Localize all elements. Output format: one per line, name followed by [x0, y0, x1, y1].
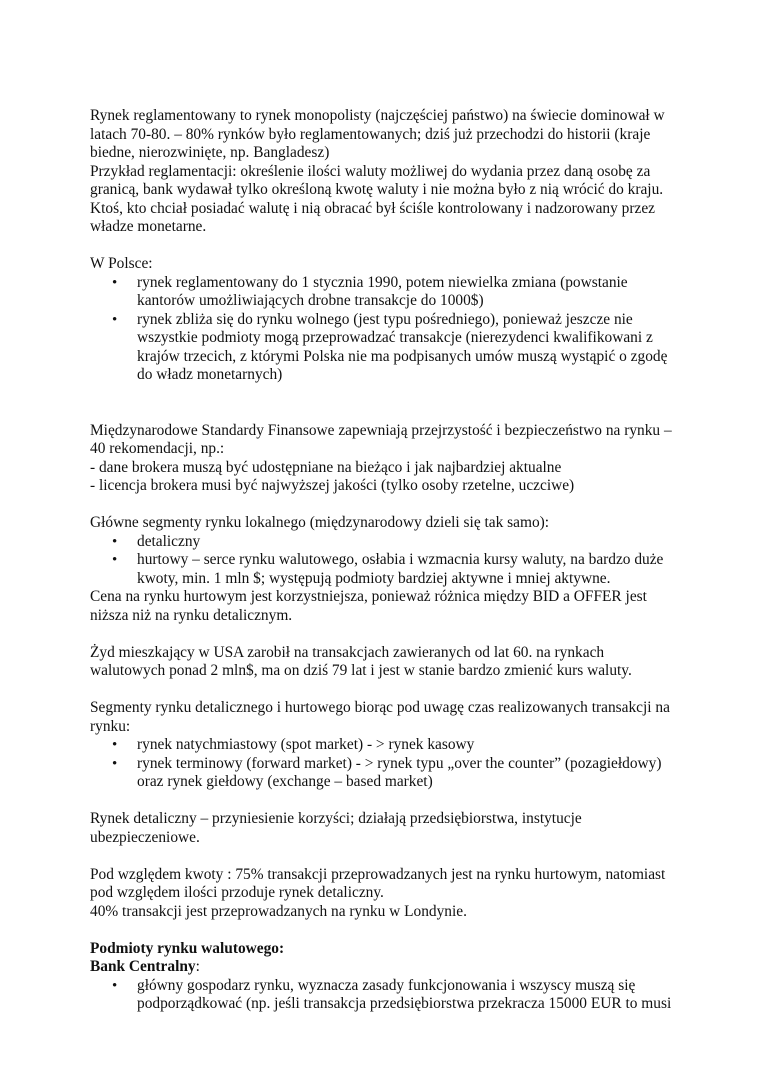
- segments-list: [90, 533, 680, 589]
- regulation-example-paragraph: Przykład reglamentacji: określenie ilości waluty możliwej do wydania przez daną osobę za granicą, bank wydawał tylko określoną kwotę waluty i nie można było z nią wrócić do kraju. Ktoś, kto chciał posiadać walutę i nią obracać był ściśle kontrolowany i nadzorowany przez władze monetarne.: [90, 162, 664, 235]
- list-item: • detaliczny: [90, 533, 680, 552]
- standards-line: - dane brokera muszą być udostępniane na bieżąco i jak najbardziej aktualne: [90, 458, 562, 476]
- list-item: • hurtowy – serce rynku walutowego, osłabia i wzmacnia kursy waluty, na bardzo duże kwoty, min. 1 mln $; występują podmioty bardziej aktywne i mniej aktywne.: [90, 551, 680, 588]
- list-item: • rynek reglamentowany do 1 stycznia 1990, potem niewielka zmiana (powstanie kantorów umożliwiających drobne transakcje do 1000$): [90, 274, 680, 311]
- wholesale-price-paragraph: Cena na rynku hurtowym jest korzystniejsza, ponieważ różnica między BID a OFFER jest niższa niż na rynku detalicznym.: [90, 588, 647, 624]
- spacer: [90, 496, 680, 515]
- colon: :: [195, 958, 200, 975]
- time-segments-list: [90, 736, 680, 792]
- poland-list: [90, 274, 680, 385]
- time-segments-heading: Segmenty rynku detalicznego i hurtowego biorąc pod uwagę czas realizowanych transakcji na rynku:: [90, 699, 670, 735]
- volume-paragraph: Pod względem kwoty : 75% transakcji przeprowadzanych jest na rynku hurtowym, natomiast pod względem ilości przoduje rynek detaliczny.: [90, 865, 666, 901]
- central-bank-line: [90, 958, 680, 977]
- list-item: • główny gospodarz rynku, wyznacza zasady funkcjonowania i wszyscy muszą się podporządkować (np. jeśli transakcja przedsiębiorstwa przekracza 15000 EUR to musi: [90, 977, 680, 1014]
- poland-heading: W Polsce:: [90, 255, 153, 272]
- central-bank-list: [90, 977, 680, 1014]
- spacer: [90, 792, 680, 811]
- spacer: [90, 681, 680, 700]
- list-item: • rynek terminowy (forward market) - > rynek typu „over the counter” (pozagiełdowy) oraz rynek giełdowy (exchange – based market): [90, 755, 680, 792]
- list-item: • rynek zbliża się do rynku wolnego (jest typu pośredniego), ponieważ jeszcze nie wszystkie podmioty mogą przeprowadzać transakcje (nierezydenci kwalifikowani z krajów trzecich, z którymi Polska nie ma podpisanych umów muszą wystąpić o zgodę do władz monetarnych): [90, 311, 680, 385]
- london-paragraph: 40% transakcji jest przeprowadzanych na rynku w Londynie.: [90, 902, 467, 920]
- list-item: • rynek natychmiastowy (spot market) - > rynek kasowy: [90, 736, 680, 755]
- segments-heading: Główne segmenty rynku lokalnego (międzynarodowy dzieli się tak samo):: [90, 514, 550, 531]
- central-bank-heading: Bank Centralny: [90, 958, 196, 975]
- standards-paragraph: Międzynarodowe Standardy Finansowe zapewniają przejrzystość i bezpieczeństwo na rynku – 40 rekomendacji, np.:: [90, 421, 672, 457]
- retail-paragraph: Rynek detaliczny – przyniesienie korzyści; działają przedsiębiorstwa, instytucje ubezpieczeniowe.: [90, 810, 582, 846]
- spacer: [90, 847, 680, 866]
- spacer: [90, 921, 680, 940]
- spacer: [90, 385, 680, 422]
- anecdote-paragraph: Żyd mieszkający w USA zarobił na transakcjach zawieranych od lat 60. na rynkach walutowych ponad 2 mln$, ma on dziś 79 lat i jest w stanie bardzo zmienić kurs waluty.: [90, 643, 632, 679]
- standards-line: - licencja brokera musi być najwyższej jakości (tylko osoby rzetelne, uczciwe): [90, 477, 575, 494]
- intro-paragraph: Rynek reglamentowany to rynek monopolisty (najczęściej państwo) na świecie dominował w latach 70-80. – 80% rynków było reglamentowanych; dziś już przechodzi do historii (kraje biedne, nierozwinięte, np. Bangladesz): [90, 107, 665, 161]
- subjects-heading: Podmioty rynku walutowego:: [90, 939, 285, 957]
- spacer: [90, 625, 680, 644]
- document-page: [90, 107, 680, 1014]
- spacer: [90, 237, 680, 256]
